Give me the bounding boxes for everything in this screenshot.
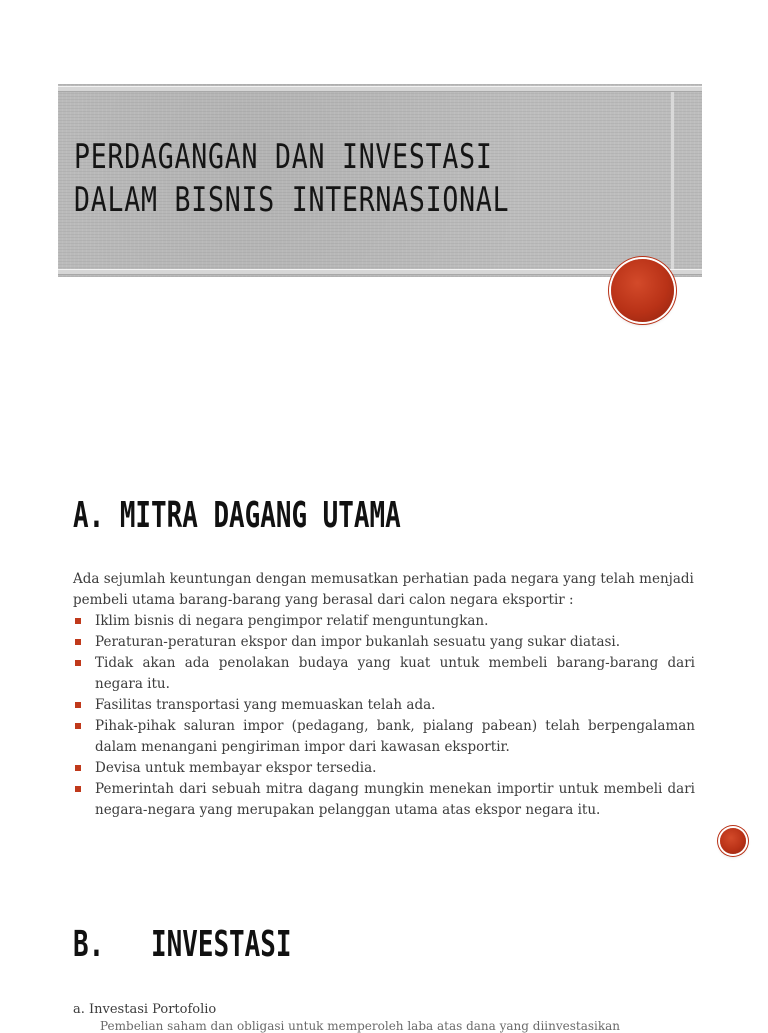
list-item: [73, 758, 695, 779]
square-bullet-icon: [75, 765, 81, 771]
title-banner: [58, 84, 702, 277]
list-item-text: Devisa untuk membayar ekspor tersedia.: [95, 760, 377, 776]
section-b-heading: B. INVESTASI: [73, 924, 292, 965]
banner-edge-line: [671, 92, 674, 269]
cut-off-text-line: [100, 1019, 621, 1033]
slide-title-line-1: PERDAGANGAN DAN INVESTASI: [74, 137, 493, 177]
section-a-heading: A. MITRA DAGANG UTAMA: [73, 495, 401, 536]
list-item: [73, 611, 695, 632]
cut-off-text: Pembelian saham dan obligasi untuk memperoleh laba atas dana yang diinvestasikan: [100, 1019, 621, 1033]
decorative-orb-large: [611, 259, 674, 322]
list-item: [73, 779, 695, 821]
intro-paragraph: Ada sejumlah keuntungan dengan memusatkan perhatian pada negara yang telah menjadi pembeli utama barang-barang yang berasal dari calon negara eksportir :: [73, 571, 694, 608]
portfolio-sub-item: a. Investasi Portofolio: [73, 1002, 217, 1017]
list-item-text: Pihak-pihak saluran impor (pedagang, bank, pialang pabean) telah berpengalaman dalam menangani pengiriman impor dari kawasan eksportir.: [95, 718, 695, 755]
list-item: [73, 716, 695, 758]
advantages-list: [73, 611, 695, 821]
list-item-text: Tidak akan ada penolakan budaya yang kuat untuk membeli barang-barang dari negara itu.: [95, 655, 695, 692]
square-bullet-icon: [75, 786, 81, 792]
square-bullet-icon: [75, 639, 81, 645]
slide-title: [74, 136, 509, 222]
list-item-text: Peraturan-peraturan ekspor dan impor bukanlah sesuatu yang sukar diatasi.: [95, 634, 621, 650]
square-bullet-icon: [75, 618, 81, 624]
square-bullet-icon: [75, 660, 81, 666]
square-bullet-icon: [75, 702, 81, 708]
list-item: [73, 653, 695, 695]
decorative-orb-small: [720, 828, 746, 854]
slide-title-line-2: DALAM BISNIS INTERNASIONAL: [74, 180, 510, 220]
list-item-text: Pemerintah dari sebuah mitra dagang mungkin menekan importir untuk membeli dari negara-negara yang merupakan pelanggan utama atas ekspor negara itu.: [95, 781, 695, 818]
list-item: [73, 695, 695, 716]
square-bullet-icon: [75, 723, 81, 729]
banner-top-rule: [58, 86, 702, 92]
list-item-text: Iklim bisnis di negara pengimpor relatif menguntungkan.: [95, 613, 489, 629]
list-item-text: Fasilitas transportasi yang memuaskan telah ada.: [95, 697, 436, 713]
banner-bottom-rule: [58, 269, 702, 275]
list-item: [73, 632, 695, 653]
